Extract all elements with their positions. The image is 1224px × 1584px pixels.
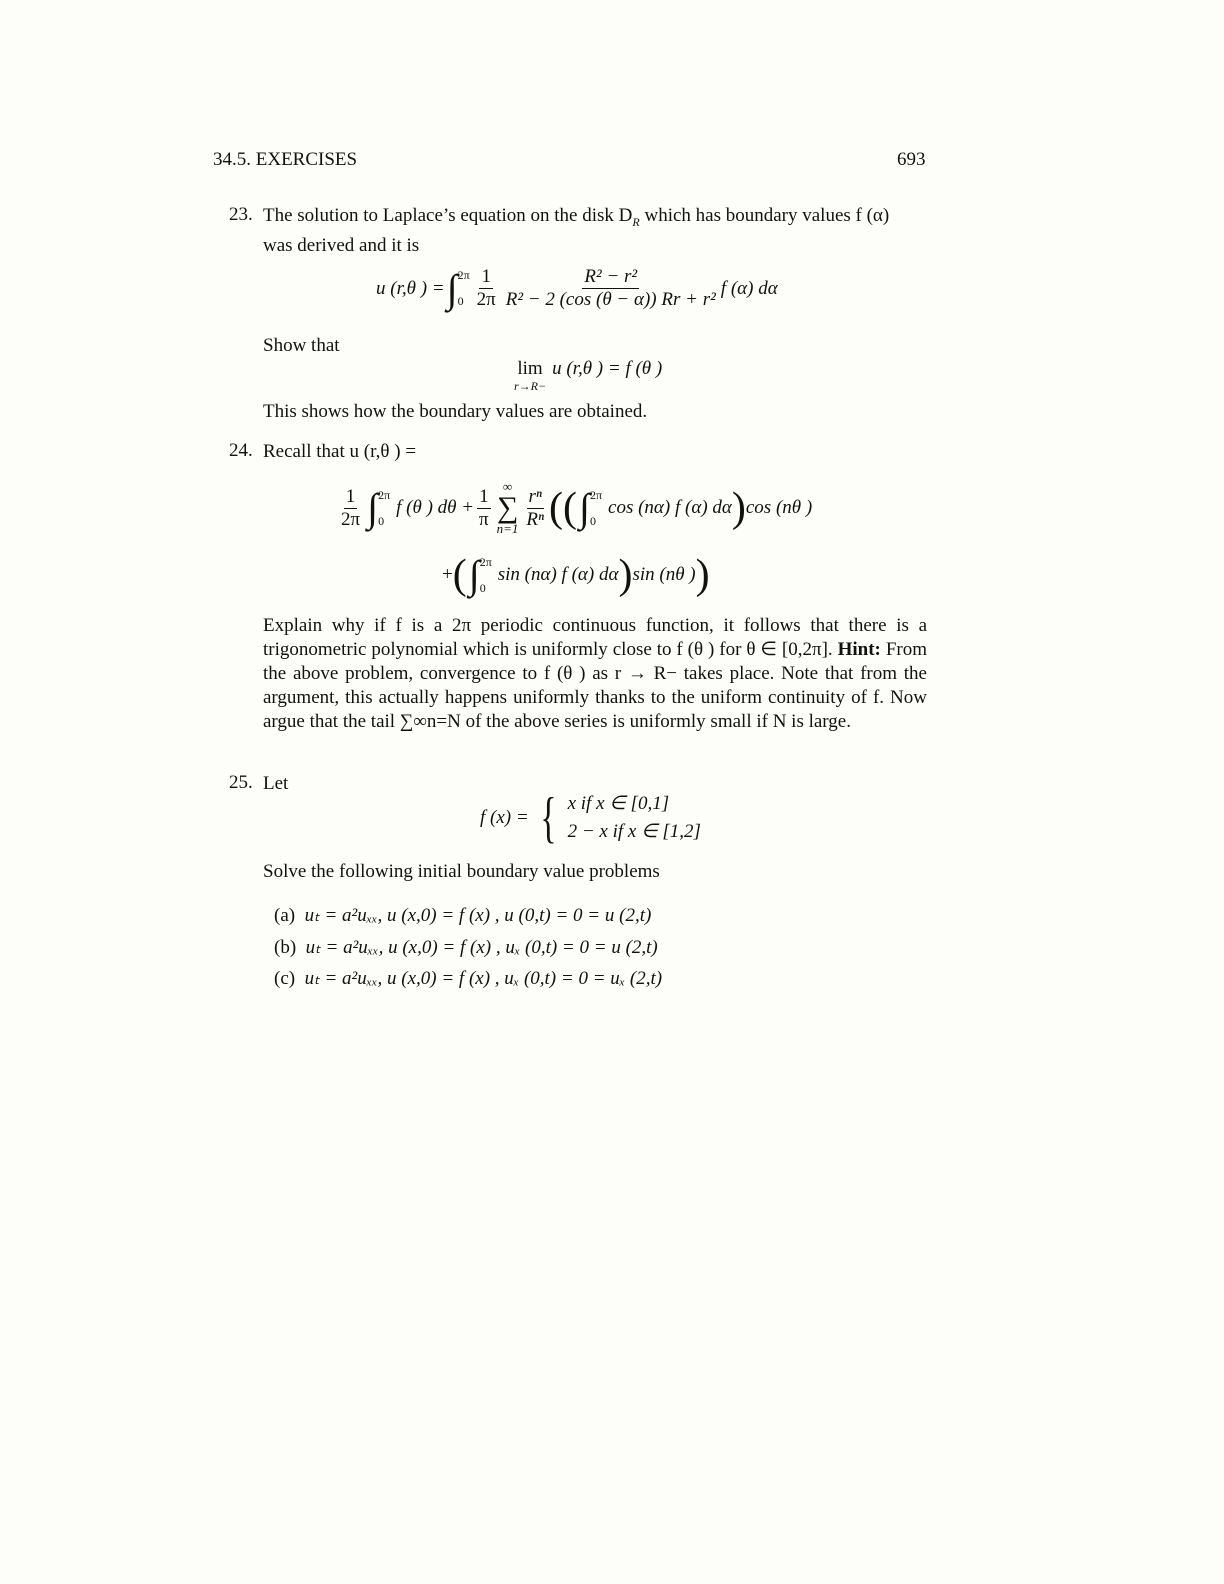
limit-equation (514, 358, 662, 392)
label: (a) (274, 905, 296, 926)
eq-lhs: u (r,θ ) = (376, 277, 445, 299)
int-lower: 0 (457, 294, 464, 308)
exercise-number: 23. (229, 204, 253, 225)
integral: ∫ 2π 0 (367, 485, 391, 530)
int-upper: 2π (457, 268, 470, 282)
case: x if x ∈ [0,1] (567, 793, 670, 814)
num: 1 (345, 485, 356, 507)
label: (c) (274, 968, 296, 989)
case: 2 − x if x ∈ [1,2] (567, 821, 701, 842)
equation: uₜ = a²uₓₓ, u (x,0) = f (x) , uₓ (0,t) = 0 = uₓ (2,t) (304, 968, 663, 989)
den: π (479, 508, 489, 530)
fraction (524, 486, 546, 531)
piecewise-function (480, 787, 701, 849)
int-upper: 2π (479, 554, 492, 569)
lim-sub: r→R− (514, 379, 547, 393)
label: (b) (274, 937, 297, 958)
fraction (475, 266, 498, 311)
sum-lower: n=1 (496, 521, 519, 536)
num: R² − r² (584, 266, 638, 287)
f-lhs: f (x) = (480, 807, 529, 828)
integral: ∫ 2π 0 (446, 265, 470, 311)
int-lower: 0 (589, 513, 596, 528)
term: f (θ ) dθ + (396, 497, 475, 518)
exercise-23-text (263, 204, 927, 258)
exercise-24-body (263, 614, 927, 734)
int-lower: 0 (479, 580, 486, 595)
sum-upper: ∞ (502, 479, 513, 494)
hint-label: Hint: (837, 639, 881, 660)
sub-problem (274, 967, 662, 990)
den: Rⁿ (526, 508, 545, 530)
int-upper: 2π (378, 487, 391, 502)
int-upper: 2π (589, 487, 603, 502)
integral: ∫ 2π 0 (468, 552, 492, 597)
exercise-number: 24. (229, 440, 253, 461)
num: 1 (479, 485, 489, 507)
int-lower: 0 (378, 513, 385, 528)
exercise-number: 25. (229, 772, 253, 793)
num: 1 (481, 266, 491, 287)
cos-term: cos (nθ ) (745, 497, 813, 518)
cases: { x if x ∈ [0,1] 2 − x if x ∈ [1,2] (540, 787, 701, 849)
series-equation-line1: $\frac{1}{2\pi}$ ∫ 2π 0 f (θ ) dθ + $\frac{1}{\pi}$ ∞ ∑ n=1 $\frac{\text{rⁿ}}{\text{Rⁿ}}$ (( ∫ 2π 0 cos (nα) f (α) dα ) cos (nθ ) (341, 479, 813, 536)
show-that: Show that (263, 335, 340, 356)
text: From the above problem, convergence to f (θ ) as r → R− takes place. Note that from the argument, this actually happens uniformly thanks to the uniform continuity of f. Now argue that the tail ∑∞n=N of the above series is uniformly small if N is large. (263, 639, 928, 732)
num: rⁿ (528, 485, 542, 507)
subscript: R (632, 214, 640, 229)
exercise-24-intro: Recall that u (r,θ ) = (263, 441, 417, 462)
text: The solution to Laplace’s equation on the disk D (263, 205, 633, 226)
poisson-integral-equation (376, 266, 778, 311)
fraction (339, 486, 362, 531)
text: was derived and it is (263, 234, 420, 256)
fraction (477, 486, 491, 531)
text: Explain why if f is a 2π periodic continuous function, it follows that there is a trigonometric polynomial which is uniformly close to f (θ ) for θ ∈ [0,2π]. (263, 615, 927, 660)
equation: uₜ = a²uₓₓ, u (x,0) = f (x) , uₓ (0,t) = 0 = u (2,t) (305, 937, 658, 958)
sum-symbol: ∑ (496, 491, 519, 524)
series-equation-line2: + ( ∫ 2π 0 sin (nα) f (α) dα ) sin (nθ ) ) (442, 552, 710, 598)
solve-text: Solve the following initial boundary value problems (263, 861, 660, 882)
sin-term: sin (nθ ) (632, 564, 696, 585)
summation (497, 480, 519, 536)
eq-tail: f (α) dα (720, 277, 778, 299)
integrand: sin (nα) f (α) dα (497, 564, 619, 585)
integrand: cos (nα) f (α) dα (608, 497, 732, 518)
den: 2π (476, 289, 496, 310)
section-header: 34.5. EXERCISES (213, 149, 358, 170)
lim-rhs: u (r,θ ) = f (θ ) (552, 358, 663, 379)
conclusion: This shows how the boundary values are obtained. (263, 401, 648, 422)
plus: + (442, 564, 453, 585)
exercise-25-intro: Let (263, 773, 289, 794)
fraction (504, 266, 718, 311)
page-number: 693 (897, 149, 926, 170)
limit (514, 358, 546, 392)
sub-problem (274, 936, 658, 959)
den: R² − 2 (cos (θ − α)) Rr + r² (505, 289, 716, 310)
den: 2π (341, 508, 361, 530)
equation: uₜ = a²uₓₓ, u (x,0) = f (x) , u (0,t) = 0 = u (2,t) (304, 905, 652, 926)
lim: lim (517, 358, 543, 379)
sub-problem (274, 904, 651, 927)
text: which has boundary values f (α) (639, 205, 890, 226)
integral: ∫ 2π 0 (579, 485, 603, 530)
